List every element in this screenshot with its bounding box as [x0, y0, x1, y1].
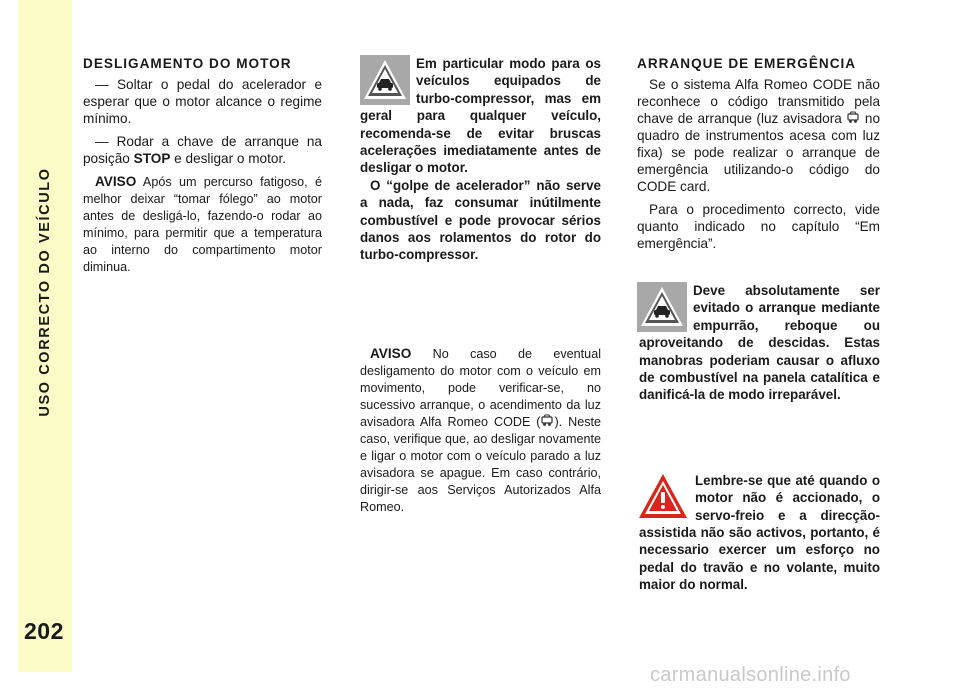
column-turbo: [360, 55, 601, 516]
warning-push-start: [637, 282, 880, 404]
warning-turbo: [360, 55, 601, 264]
paragraph-procedure-ref: Para o procedimento correcto, vide quanto indicado no capítulo “Em emergência”.: [637, 202, 880, 251]
aviso-label-2: AVISO: [370, 345, 412, 361]
aviso-cooldown: [83, 173, 322, 276]
aviso-cooldown-text: Após um percurso fatigoso, é melhor deixar “tomar fólego” ao motor antes de desligá-lo, fazendo-o rodar ao mínimo, para permitir que a temperatura ao interno do compartimento motor diminua.: [83, 175, 322, 274]
warning-servo: [637, 472, 880, 594]
paragraph-release-pedal: — Soltar o pedal do acelerador e esperar que o motor alcance o regime mínimo.: [83, 77, 322, 126]
code-card-text-a: Se o sistema Alfa Romeo CODE não reconhece o código transmitido pela chave de arranque (luz avisadora: [637, 77, 880, 126]
car-warning-triangle-icon: [360, 55, 410, 105]
turn-key-text: — Rodar a chave de arranque na posição: [83, 134, 322, 166]
warning-servo-text: Lembre-se que até quando o motor não é accionado, o servo-freio e a direcção-assistida não são activos, portanto, é necessario exercer um esforço no pedal do travão e no volante, muito maior do normal.: [639, 472, 880, 593]
aviso-code-text-a: No caso de eventual desligamento do motor com o veículo em movimento, pode verificar-se, no sucessivo arranque, o acendimento da luz avisadora Alfa Romeo CODE (: [360, 346, 601, 429]
turn-key-text-end: e desligar o motor.: [170, 151, 287, 166]
column-shutdown: [83, 55, 322, 276]
paragraph-turn-key: [83, 133, 322, 167]
column-emergency: [637, 55, 880, 594]
stop-label: STOP: [133, 151, 171, 166]
code-key-icon: [846, 111, 860, 124]
warning-turbo-p2: O “golpe de acelerador” não serve a nada, faz consumar inútilmente combustível e pode provocar sérios danos aos rolamentos do rotor do turbo-compressor.: [360, 177, 601, 263]
paragraph-code-card: [637, 76, 880, 195]
section-title: USO CORRECTO DO VEÍCULO: [37, 167, 53, 417]
code-card-text-b: no quadro de instrumentos acesa com luz fixa) se pode realizar o arranque de emergência utilizando-o código do CODE card.: [637, 111, 880, 194]
watermark: carmanualsonline.info: [650, 664, 851, 686]
aviso-label: AVISO: [95, 174, 137, 189]
warning-turbo-p1: Em particular modo para os veículos equipados de turbo-compressor, mas em geral para qualquer veículo, recomenda-se de evitar bruscas acelerações imediatamente antes de desligar o motor.: [360, 56, 601, 176]
heading-engine-shutdown: DESLIGAMENTO DO MOTOR: [83, 56, 292, 71]
aviso-code-text-b: ). Neste caso, verifique que, ao desligar novamente e ligar o motor com o veículo parado a luz avisadora se apague. Em caso contrário, dirigir-se aos Serviços Autorizados Alfa Romeo.: [360, 414, 601, 514]
exclamation-warning-icon: [637, 472, 689, 520]
car-warning-triangle-icon: [637, 282, 687, 332]
page-number: 202: [24, 618, 64, 644]
aviso-code-light: [360, 345, 601, 516]
code-key-icon: [540, 414, 554, 427]
heading-emergency-start: ARRANQUE DE EMERGÊNCIA: [637, 56, 857, 71]
sidebar: [0, 0, 72, 692]
warning-push-start-text: Deve absolutamente ser evitado o arranque mediante empurrão, reboque ou aproveitando de descidas. Estas manobras poderiam causar o afluxo de combustível na panela catalítica e danificá-la de modo irreparável.: [639, 283, 880, 403]
